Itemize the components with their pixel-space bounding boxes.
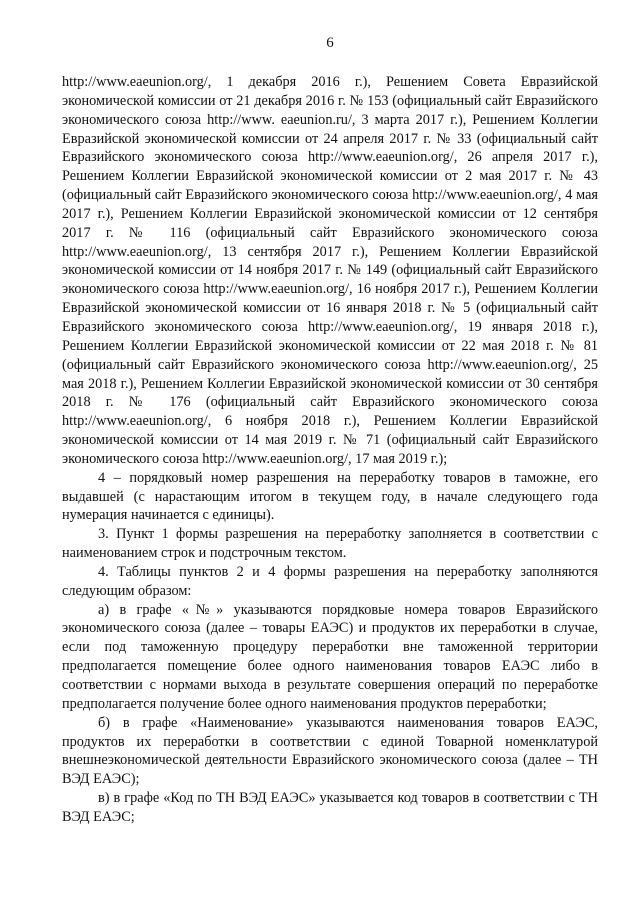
page-number: 6 [326,35,334,51]
paragraph-item-4: 4. Таблицы пунктов 2 и 4 формы разрешения на переработку заполняются следующим образом: [62,563,598,599]
paragraph-permit-number: 4 – порядковый номер разрешения на переработку товаров в таможне, его выдавшей (с нарастающим итогом в текущем году, в начале следующего года нумерация начинается с единицы). [62,469,598,524]
paragraph-item-3: 3. Пункт 1 формы разрешения на переработку заполняется в соответствии с наименованием строк и подстрочным текстом. [62,526,598,562]
paragraph-subitem-a: а) в графе «№» указываются порядковые номера товаров Евразийского экономического союза (далее – товары ЕАЭС) и продуктов их переработки в случае, если под таможенную процедуру переработки вне таможенной территории предполагается помещение более одного наименования товаров ЕАЭС либо в соответствии с нормами выхода в результате совершения операций по переработке предполагается получение более одного наименования продуктов переработки; [62,601,598,712]
paragraph-subitem-v: в) в графе «Код по ТН ВЭД ЕАЭС» указывается код товаров в соответствии с ТН ВЭД ЕАЭС; [62,790,598,825]
paragraph-subitem-b: б) в графе «Наименование» указываются наименования товаров ЕАЭС, продуктов их переработки в соответствии с единой Товарной номенклатурой внешнеэкономической деятельности Евразийского экономического союза (далее – ТН ВЭД ЕАЭС); [62,714,598,788]
document-page [62,34,598,827]
paragraph-amendments-list: http://www.eaeunion.org/, 1 декабря 2016 г.), Решением Совета Евразийской экономической комиссии от 21 декабря 2016 г. № 153 (официальный сайт Евразийского экономического союза http://www. eaeunion.ru/, 3 марта 2017 г.), Решением Коллегии Евразийской экономической комиссии от 24 апреля 2017 г. № 33 (официальный сайт Евразийского экономического союза http://www.eaeunion.org/, 26 апреля 2017 г.), Решением Коллегии Евразийской экономической комиссии от 2 мая 2017 г. № 43 (официальный сайт Евразийского экономического союза http://www.eaeunion.org/, 4 мая 2017 г.), Решением Коллегии Евразийской экономической комиссии от 12 сентября 2017 г. № 116 (официальный сайт Евразийского экономического союза http://www.eaeunion.org/, 13 сентября 2017 г.), Решением Коллегии Евразийской экономической комиссии от 14 ноября 2017 г. № 149 (официальный сайт Евразийского экономического союза http://www.eaeunion.org/, 16 ноября 2017 г.), Решением Коллегии Евразийской экономической комиссии от 16 января 2018 г. № 5 (официальный сайт Евразийского экономического союза http://www.eaeunion.org/, 19 января 2018 г.), Решением Коллегии Евразийской экономической комиссии от 22 мая 2018 г. № 81 (официальный сайт Евразийского экономического союза http://www.eaeunion.org/, 25 мая 2018 г.), Решением Коллегии Евразийской экономической комиссии от 30 сентября 2018 г. № 176 (официальный сайт Евразийского экономического союза http://www.eaeunion.org/, 6 ноября 2018 г.), Решением Коллегии Евразийской экономической комиссии от 14 мая 2019 г. № 71 (официальный сайт Евразийского экономического союза http://www.eaeunion.org/, 17 мая 2019 г.); [62,74,598,467]
